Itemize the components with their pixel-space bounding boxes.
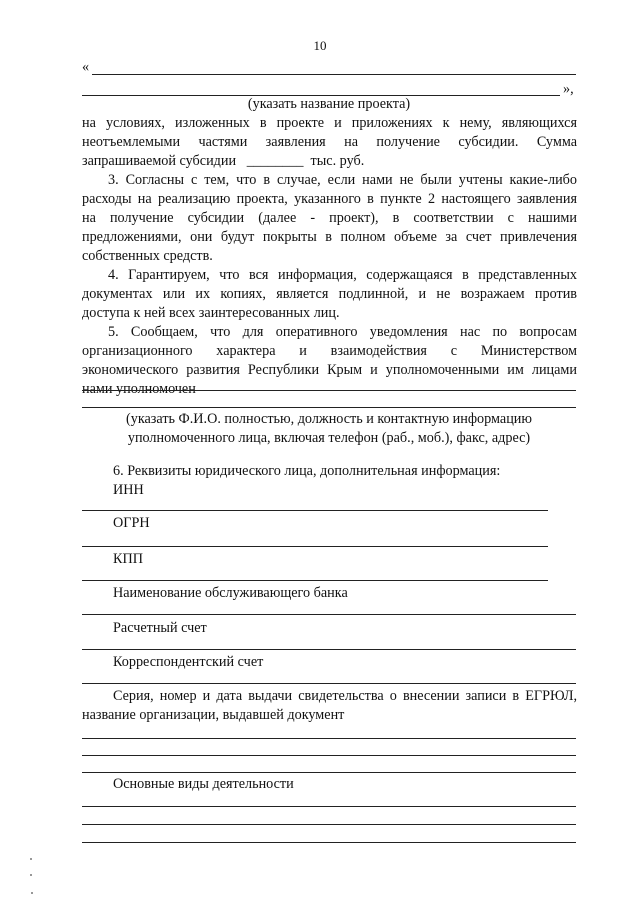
authorized-person-line-1 <box>82 390 576 391</box>
para3-line-5: собственных средств. <box>82 248 213 264</box>
ogrn-label: ОГРН <box>113 515 150 531</box>
main-activities-field-line-3 <box>82 842 576 843</box>
conditions-line-2: неотъемлемыми частями заявления на получение субсидии. Сумма <box>82 134 577 150</box>
para5-line-4: нами уполномочен <box>82 381 196 397</box>
subsidy-amount-line <box>82 152 364 171</box>
main-activities-field-line-1 <box>82 806 576 807</box>
para3-line-3: на получение субсидии (далее - проект), в соответствии с нашими <box>82 210 577 226</box>
close-quote: », <box>563 81 574 97</box>
para5-line-3: экономического развития Республики Крым и уполномоченными им лицами <box>82 362 577 378</box>
settlement-account-label: Расчетный счет <box>113 620 207 636</box>
subsidy-amount-blank: ________ <box>246 153 304 169</box>
inn-label: ИНН <box>113 482 144 498</box>
ogrn-field-line <box>82 546 548 547</box>
para4-line-2: документах или их копиях, является подлинной, и не возражаем против <box>82 286 577 302</box>
egrul-field-line-3 <box>82 772 576 773</box>
bank-name-label: Наименование обслуживающего банка <box>113 585 348 601</box>
conditions-line-1: на условиях, изложенных в проекте и приложениях к нему, являющихся <box>82 115 577 131</box>
scan-speck <box>31 892 33 894</box>
scan-speck <box>30 874 32 876</box>
egrul-label-line-2: название организации, выдавшей документ <box>82 707 345 723</box>
correspondent-account-label: Корреспондентский счет <box>113 654 264 670</box>
subsidy-label: запрашиваемой субсидии <box>82 153 237 169</box>
page-number: 10 <box>313 38 327 53</box>
para3-line-1: 3. Согласны с тем, что в случае, если нами не были учтены какие-либо <box>108 172 577 188</box>
correspondent-account-field-line <box>82 683 576 684</box>
para4-line-1: 4. Гарантируем, что вся информация, содержащаяся в представленных <box>108 267 577 283</box>
subsidy-unit: тыс. руб. <box>310 153 365 169</box>
contact-caption-line-1: (указать Ф.И.О. полностью, должность и контактную информацию <box>126 411 532 427</box>
para5-line-2: организационного характера и взаимодействия с Министерством <box>82 343 577 359</box>
section6-title: 6. Реквизиты юридического лица, дополнительная информация: <box>113 463 501 479</box>
scan-speck <box>30 858 32 860</box>
settlement-account-field-line <box>82 649 576 650</box>
main-activities-label: Основные виды деятельности <box>113 776 294 792</box>
project-name-caption: (указать название проекта) <box>247 96 411 112</box>
authorized-person-line-2 <box>82 407 576 408</box>
para5-line-1: 5. Сообщаем, что для оперативного уведомления нас по вопросам <box>108 324 577 340</box>
egrul-label-line-1: Серия, номер и дата выдачи свидетельства о внесении записи в ЕГРЮЛ, <box>113 688 577 704</box>
kpp-field-line <box>82 580 548 581</box>
bank-name-field-line <box>82 614 576 615</box>
open-quote: « <box>82 59 90 75</box>
kpp-label: КПП <box>113 551 143 567</box>
project-name-line-1 <box>92 74 576 75</box>
para3-line-4: предложениями, они будут покрыты в полном объеме за счет привлечения <box>82 229 577 245</box>
egrul-field-line-1 <box>82 738 576 739</box>
inn-field-line <box>82 510 548 511</box>
para3-line-2: расходы на реализацию проекта, указанного в пункте 2 настоящего заявления <box>82 191 577 207</box>
para4-line-3: доступа к ней всех заинтересованных лиц. <box>82 305 340 321</box>
main-activities-field-line-2 <box>82 824 576 825</box>
egrul-field-line-2 <box>82 755 576 756</box>
contact-caption-line-2: уполномоченного лица, включая телефон (раб., моб.), факс, адрес) <box>127 430 531 446</box>
